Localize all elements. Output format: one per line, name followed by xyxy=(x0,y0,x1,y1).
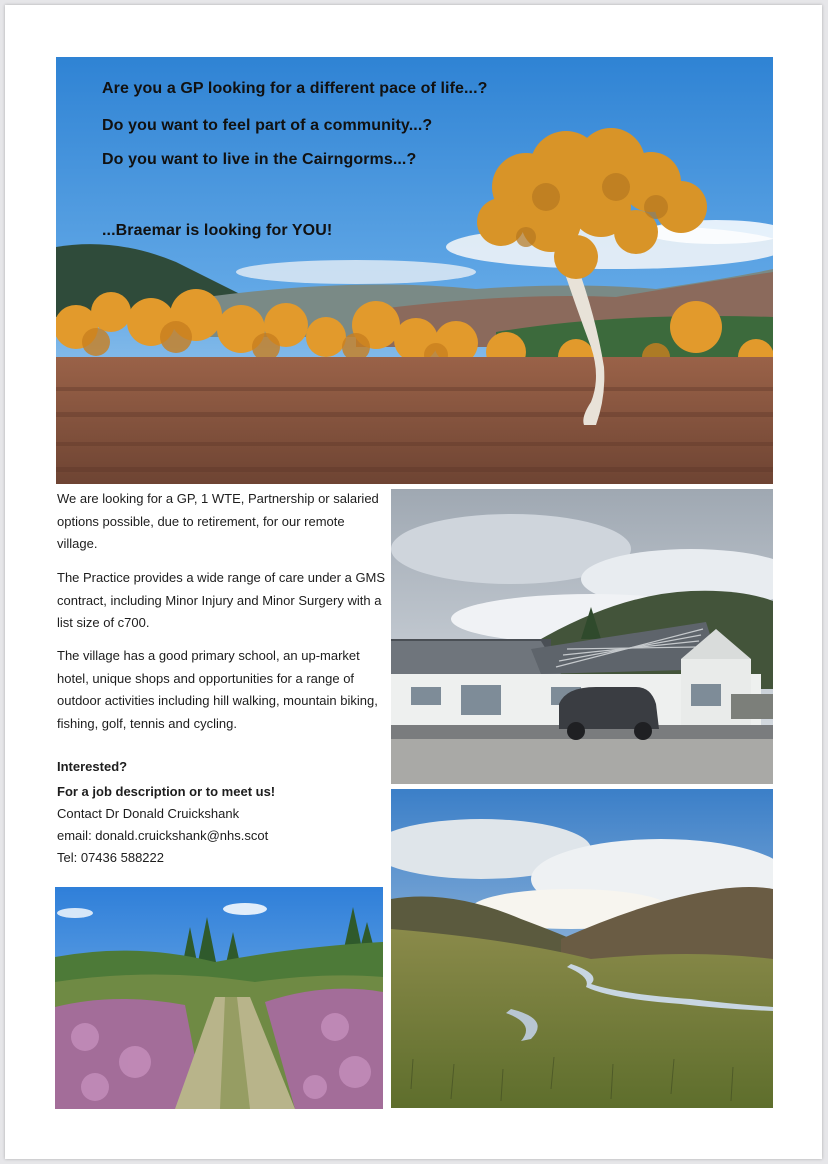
body-paragraph-2 xyxy=(57,567,387,635)
job-description-cta: For a job description or to meet us! xyxy=(57,784,276,799)
interested-heading: Interested? xyxy=(57,759,128,774)
contact-phone: Tel: 07436 588222 xyxy=(57,850,164,865)
body-paragraph-3-text: The village has a good primary school, an up-market hotel, unique shops and opportunities for a range of outdoor activities including hill walking, mountain biking, fishing, golf, tennis and cycling. xyxy=(57,648,378,731)
glen-valley-image xyxy=(391,789,773,1108)
heather-path-image xyxy=(55,887,383,1109)
body-paragraph-1-text: We are looking for a GP, 1 WTE, Partnership or salaried options possible, due to retirement, for our remote village. xyxy=(57,491,379,551)
hero-question-2: Do you want to feel part of a community...? xyxy=(102,117,433,134)
practice-building-image xyxy=(391,489,773,784)
body-paragraph-3 xyxy=(57,645,387,735)
contact-email: email: donald.cruickshank@nhs.scot xyxy=(57,828,269,843)
body-paragraph-1 xyxy=(57,488,387,556)
contact-name: Contact Dr Donald Cruickshank xyxy=(57,806,240,821)
body-paragraph-2-text: The Practice provides a wide range of care under a GMS contract, including Minor Injury and Minor Surgery with a list size of c700. xyxy=(57,570,386,630)
hero-tagline: ...Braemar is looking for YOU! xyxy=(102,222,333,239)
hero-question-3: Do you want to live in the Cairngorms...? xyxy=(102,151,417,168)
hero-question-1: Are you a GP looking for a different pace of life...? xyxy=(102,80,488,97)
